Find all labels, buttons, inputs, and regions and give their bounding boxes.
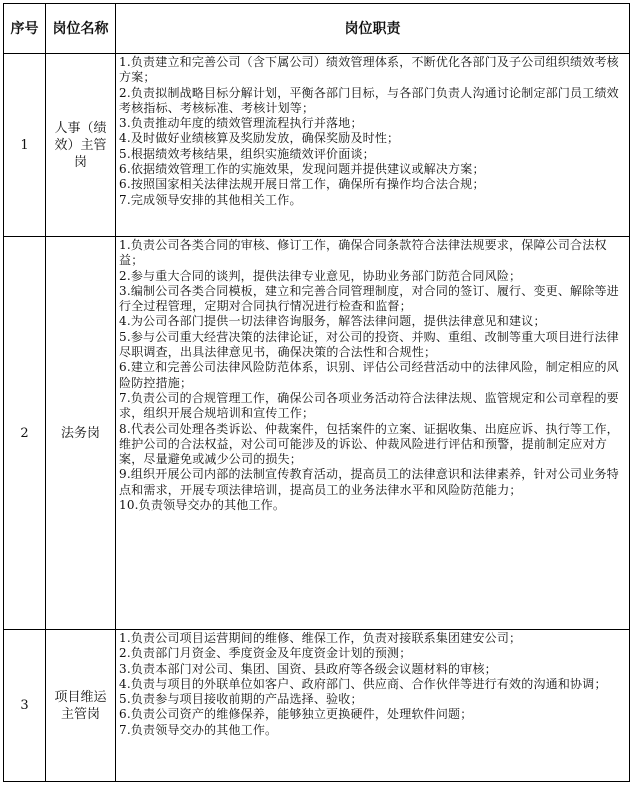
duty-item: 1.负责建立和完善公司（含下属公司）绩效管理体系，不断优化各部门及子公司组织绩效考核方案； bbox=[119, 55, 619, 85]
row-position: 项目维运主管岗 bbox=[46, 630, 116, 782]
duty-item: 1.负责公司项目运营期间的维修、维保工作，负责对接联系集团建安公司； bbox=[119, 631, 522, 645]
row-position: 人事（绩效）主管岗 bbox=[46, 54, 116, 237]
duty-item: 4.及时做好业绩核算及奖励发放，确保奖励及时性； bbox=[119, 131, 400, 146]
duty-item: 10.负责领导交办的其他工作。 bbox=[119, 498, 286, 513]
header-row bbox=[4, 4, 630, 54]
row-position: 法务岗 bbox=[46, 237, 116, 630]
duty-item: 3.编制公司各类合同模板，建立和完善合同管理制度，对合同的签订、履行、变更、解除等进行全过程管理，定期对合同执行情况进行检查和监督； bbox=[119, 283, 619, 314]
duty-item: 5.负责参与项目接收前期的产品选择、验收； bbox=[119, 692, 363, 707]
duty-item: 5.根据绩效考核结果，组织实施绩效评价面谈； bbox=[119, 146, 375, 161]
duty-item: 1.负责公司各类合同的审核、修订工作，确保合同条款符合法律法规要求，保障公司合法权益； bbox=[119, 238, 607, 268]
duty-item: 2.负责拟制战略目标分解计划，平衡各部门目标，与各部门负责人沟通讨论制定部门员工绩效考核指标、考核标准、考核计划等； bbox=[119, 85, 619, 115]
row-index: 2 bbox=[4, 237, 46, 630]
table-row bbox=[4, 237, 630, 630]
duty-item: 9.组织开展公司内部的法制宣传教育活动，提高员工的法律意识和法律素养，针对公司业务特点和需求，开展专项法律培训，提高员工的业务法律水平和风险防范能力； bbox=[119, 467, 619, 497]
header-position: 岗位名称 bbox=[46, 4, 116, 54]
duty-table-wrapper bbox=[3, 3, 630, 782]
row-index: 3 bbox=[4, 630, 46, 782]
duty-item: 6.按照国家相关法律法规开展日常工作，确保所有操作均合法合规； bbox=[119, 177, 485, 192]
duty-item: 4.负责与项目的外联单位如客户、政府部门、供应商、合作伙伴等进行有效的沟通和协调； bbox=[119, 676, 607, 691]
duty-table bbox=[3, 3, 630, 782]
duty-item: 7.负责领导交办的其他工作。 bbox=[119, 722, 278, 737]
duty-item: 8.代表公司处理各类诉讼、仲裁案件，包括案件的立案、证据收集、出庭应诉、执行等工作，维护公司的合法权益，对公司可能涉及的诉讼、仲裁风险进行评估和预警，提前制定应对方案，尽量避免或减少公司的损失； bbox=[119, 421, 619, 467]
row-duties bbox=[116, 237, 630, 630]
row-duties bbox=[116, 630, 630, 782]
duty-item: 2.参与重大合同的谈判，提供法律专业意见，协助业务部门防范合同风险； bbox=[119, 268, 522, 283]
duty-item: 7.负责公司的合规管理工作，确保公司各项业务活动符合法律法规、监管规定和公司章程的要求，组织开展合规培训和宣传工作； bbox=[119, 390, 619, 421]
duty-item: 3.负责推动年度的绩效管理流程执行并落地； bbox=[119, 116, 363, 131]
table-row bbox=[4, 630, 630, 782]
duty-item: 4.为公司各部门提供一切法律咨询服务，解答法律问题，提供法律意见和建议； bbox=[119, 314, 546, 329]
row-duties bbox=[116, 54, 630, 237]
duty-item: 3.负责本部门对公司、集团、国资、县政府等各级会议题材料的审核； bbox=[119, 661, 497, 676]
duty-item: 6.负责公司资产的维修保养，能够独立更换硬件，处理软件问题； bbox=[119, 707, 473, 722]
duty-item: 6.建立和完善公司法律风险防范体系，识别、评估公司经营活动中的法律风险，制定相应的风险防控措施； bbox=[119, 360, 619, 390]
header-duties: 岗位职责 bbox=[116, 4, 630, 54]
table-row bbox=[4, 54, 630, 237]
header-index: 序号 bbox=[4, 4, 46, 54]
duty-item: 7.完成领导安排的其他相关工作。 bbox=[119, 192, 302, 207]
duty-item: 2.负责部门月资金、季度资金及年度资金计划的预测； bbox=[119, 646, 412, 661]
duty-item: 6.依据绩效管理工作的实施效果，发现问题并提供建议或解决方案； bbox=[119, 162, 485, 177]
row-index: 1 bbox=[4, 54, 46, 237]
duty-item: 5.参与公司重大经营决策的法律论证，对公司的投资、并购、重组、改制等重大项目进行法律尽职调查，出具法律意见书，确保决策的合法性和合规性； bbox=[119, 329, 619, 360]
